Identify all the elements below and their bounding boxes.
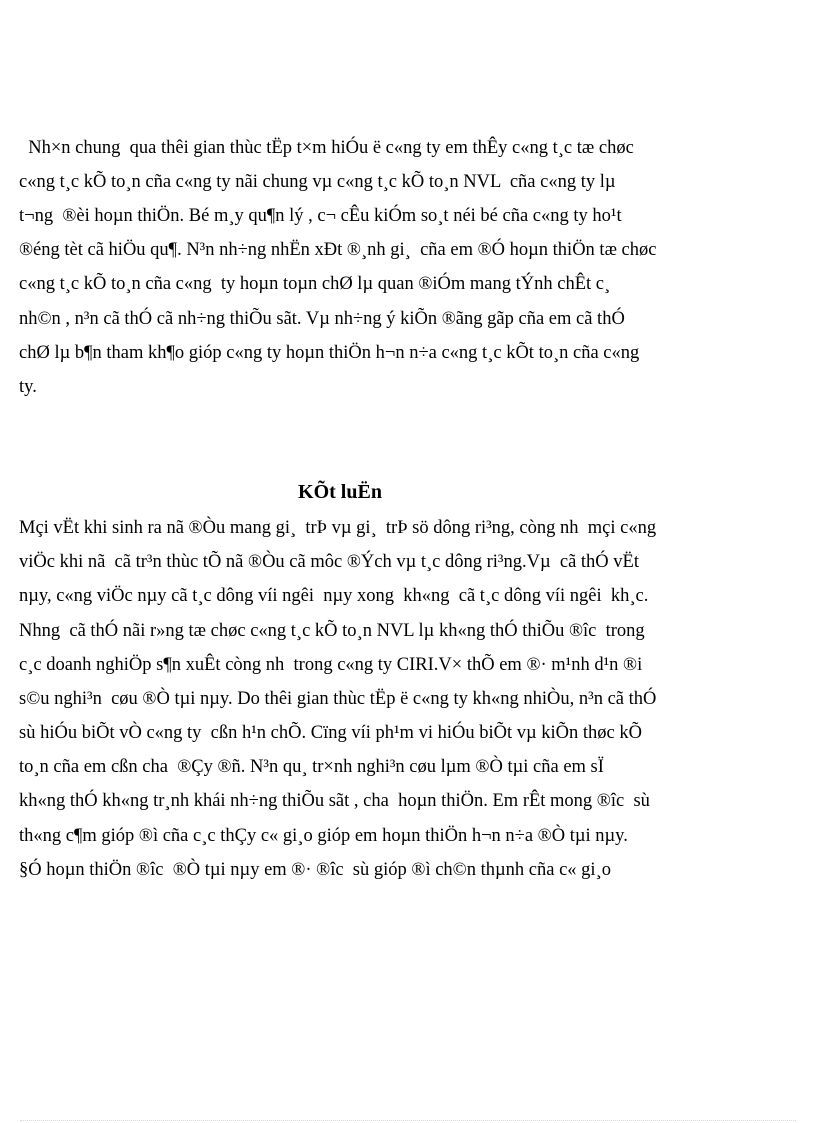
paragraph-line: c«ng t¸c kÕ to¸n cña c«ng ty hoµn toµn chØ lµ quan ®iÓm mang tÝnh chÊt c¸ (19, 274, 611, 294)
paragraph-line: th«ng c¶m gióp ®ì cña c¸c thÇy c« gi¸o gióp em hoµn thiÖn h¬n n÷a ®Ò tµi nµy. (19, 826, 628, 846)
paragraph-line: to¸n cña em cßn cha ®Çy ®ñ. N³n qu¸ tr×nh nghi³n cøu lµm ®Ò tµi cña em sÏ (19, 757, 604, 777)
paragraph-line: §Ó hoµn thiÖn ®îc ®Ò tµi nµy em ®· ®îc sù gióp ®ì ch©n thµnh cña c« gi¸o (19, 860, 611, 880)
paragraph-line: nh©n , n³n cã thÓ cã nh÷ng thiÕu sãt. Vµ nh÷ng ý kiÕn ®ãng gãp cña em cã thÓ (19, 309, 625, 329)
paragraph-line: t¬ng ®èi hoµn thiÖn. Bé m¸y qu¶n lý , c¬ cÊu kiÓm so¸t néi bé cña c«ng ty ho¹t (19, 206, 622, 226)
section-heading: KÕt luËn (298, 481, 382, 503)
paragraph-line: nµy, c«ng viÖc nµy cã t¸c dông víi ngêi nµy xong kh«ng cã t¸c dông víi ngêi kh¸c. (19, 586, 649, 606)
paragraph-line: sù hiÓu biÕt vÒ c«ng ty cßn h¹n chÕ. Cïng víi ph¹m vi hiÓu biÕt vµ kiÕn thøc kÕ (19, 723, 642, 743)
paragraph-line: c¸c doanh nghiÖp s¶n xuÊt còng nh trong c«ng ty CIRI.V× thÕ em ®· m¹nh d¹n ®i (19, 655, 643, 675)
paragraph-line: c«ng t¸c kÕ to¸n cña c«ng ty nãi chung vµ c«ng t¸c kÕ to¸n NVL cña c«ng ty lµ (19, 172, 616, 192)
paragraph-line: Nhng cã thÓ nãi r»ng tæ chøc c«ng t¸c kÕ to¸n NVL lµ kh«ng thÓ thiÕu ®îc trong (19, 621, 645, 641)
paragraph-line: chØ lµ b¶n tham kh¶o gióp c«ng ty hoµn thiÖn h¬n n÷a c«ng t¸c kÕt to¸n cña c«ng (19, 343, 640, 363)
paragraph-line: Nh×n chung qua thêi gian thùc tËp t×m hiÓu ë c«ng ty em thÊy c«ng t¸c tæ chøc (19, 138, 634, 158)
paragraph-line: viÖc khi nã cã tr³n thùc tÕ nã ®Òu cã môc ®Ých vµ t¸c dông ri³ng.Vµ cã thÓ vËt (19, 552, 639, 572)
paragraph-line: kh«ng thÓ kh«ng tr¸nh khái nh÷ng thiÕu sãt , cha hoµn thiÖn. Em rÊt mong ®îc sù (19, 791, 650, 811)
paragraph-line: ty. (19, 377, 37, 397)
page-bottom-divider (20, 1120, 796, 1121)
paragraph-line: Mçi vËt khi sinh ra nã ®Òu mang gi¸ trÞ vµ gi¸ trÞ sö dông ri³ng, còng nh mçi c«ng (19, 518, 657, 538)
paragraph-line: s©u nghi³n cøu ®Ò tµi nµy. Do thêi gian thùc tËp ë c«ng ty kh«ng nhiÒu, n³n cã thÓ (19, 689, 657, 709)
paragraph-line: ®éng tèt cã hiÖu qu¶. N³n nh÷ng nhËn xÐt ®¸nh gi¸ cña em ®Ó hoµn thiÖn tæ chøc (19, 240, 657, 260)
